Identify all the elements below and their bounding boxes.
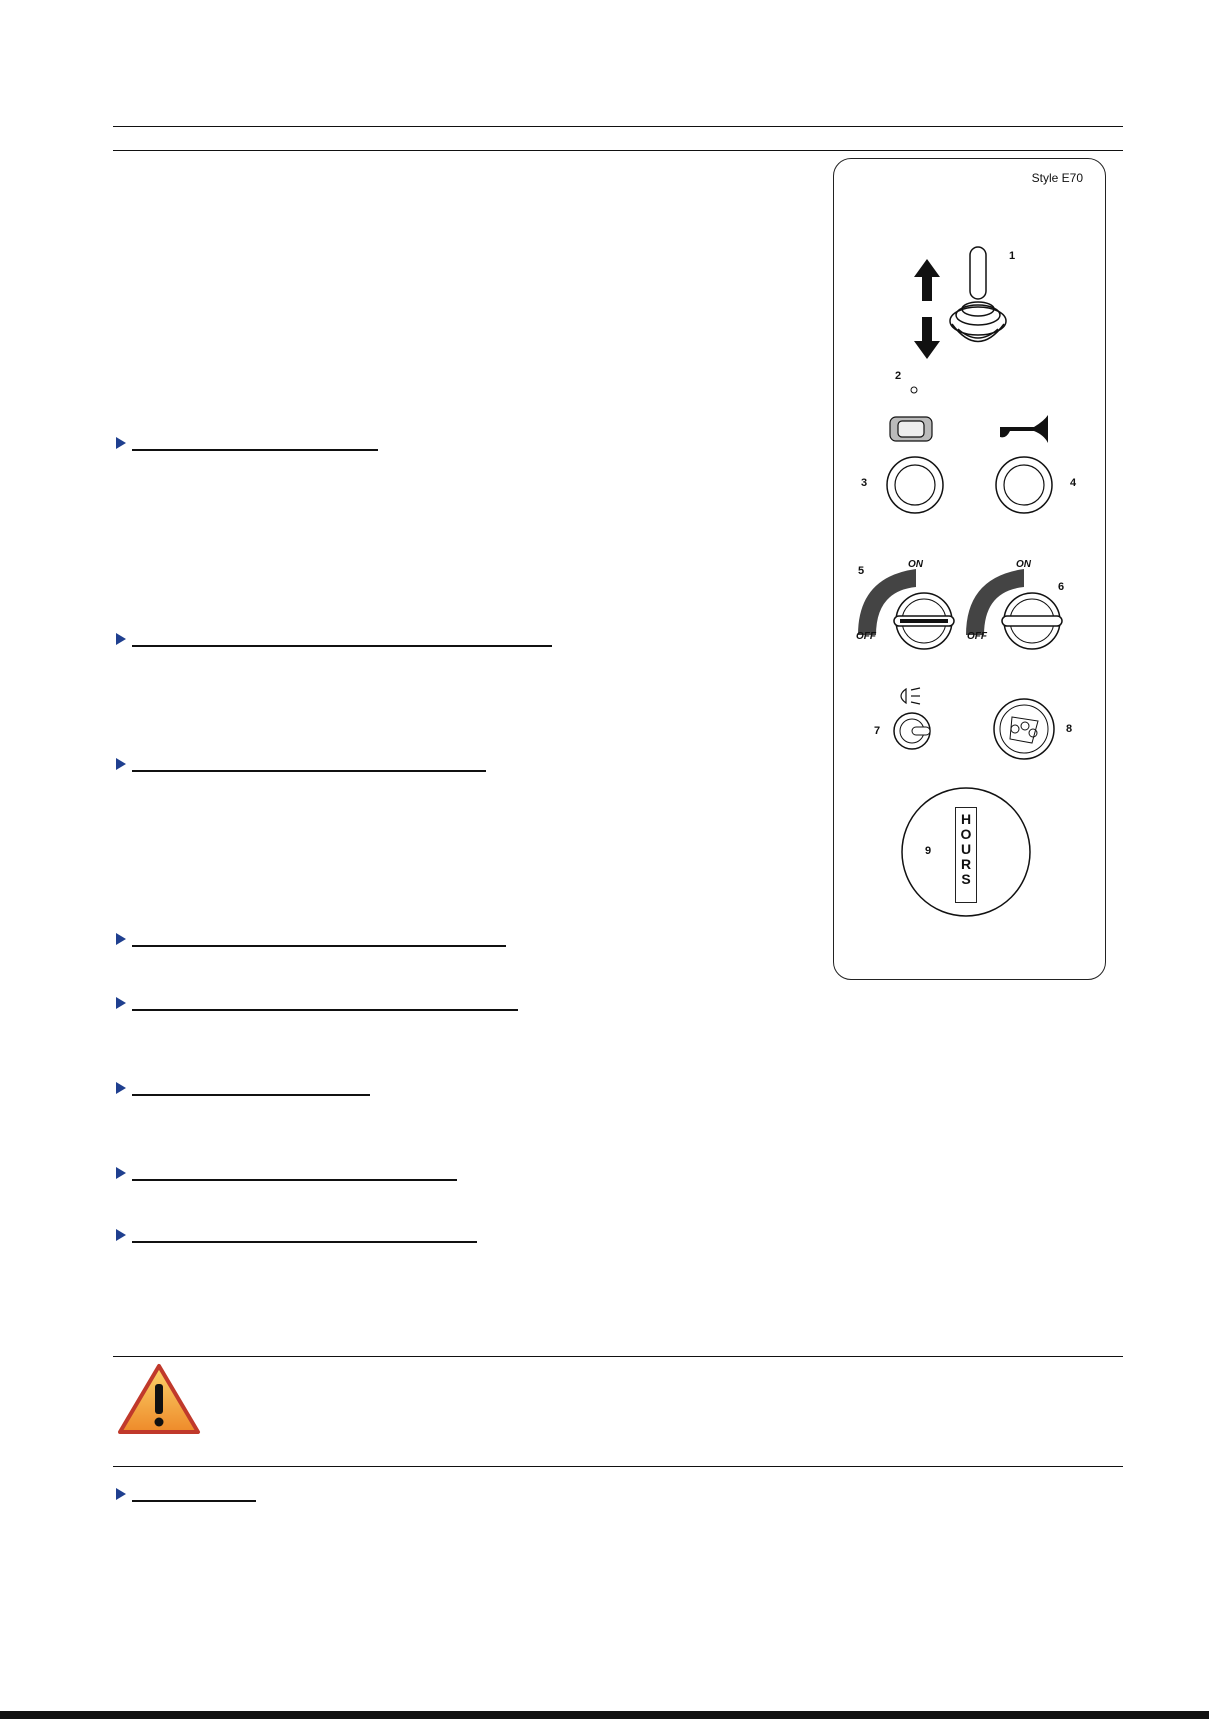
label-7: 7 <box>874 725 881 737</box>
horn-icon <box>1000 415 1048 443</box>
label-6: 6 <box>1058 581 1065 593</box>
switch-5-on: ON <box>908 559 923 570</box>
page-bottom-bar <box>0 1711 1209 1719</box>
warning-triangle-icon <box>116 1362 202 1438</box>
bullet-icon <box>116 1167 126 1179</box>
top-rule-1 <box>113 126 1123 127</box>
bullet-icon <box>116 758 126 770</box>
warning-rule-bottom <box>113 1466 1123 1467</box>
beacon-icon <box>890 417 932 441</box>
hours-letter: O <box>960 826 972 842</box>
warning-rule-top <box>113 1356 1123 1357</box>
hours-letter: H <box>960 811 972 827</box>
switch-6-on: ON <box>1016 559 1031 570</box>
bullet-icon <box>116 997 126 1009</box>
bullet-icon <box>116 633 126 645</box>
bullet-icon <box>116 1082 126 1094</box>
label-4: 4 <box>1070 477 1077 489</box>
control-panel-figure <box>833 158 1106 980</box>
bullet-icon <box>116 1488 126 1500</box>
top-rule-2 <box>113 150 1123 151</box>
hours-letter: R <box>960 856 972 872</box>
label-1: 1 <box>1009 250 1016 262</box>
bullet-icon <box>116 933 126 945</box>
label-9: 9 <box>925 845 932 857</box>
hours-letter: U <box>960 841 972 857</box>
hours-letter: S <box>961 871 971 887</box>
headlight-icon <box>901 688 920 704</box>
up-down-arrows-icon <box>914 259 940 359</box>
label-8: 8 <box>1066 723 1073 735</box>
label-2: 2 <box>895 370 902 382</box>
bullet-icon <box>116 437 126 449</box>
style-label: Style E70 <box>1031 171 1083 185</box>
label-3: 3 <box>861 477 868 489</box>
hourmeter-display <box>955 807 977 903</box>
joystick-icon <box>950 247 1006 342</box>
label-5: 5 <box>858 565 865 577</box>
switch-5-off: OFF <box>856 631 876 642</box>
bullet-icon <box>116 1229 126 1241</box>
switch-6-off: OFF <box>967 631 987 642</box>
